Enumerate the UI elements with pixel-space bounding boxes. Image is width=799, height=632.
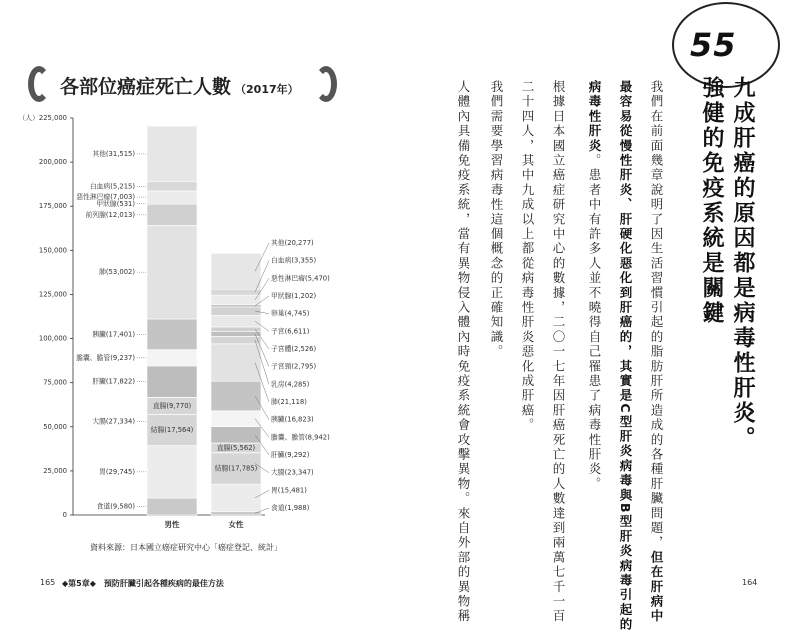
bar-segment [147,191,197,203]
body-text-column [518,80,536,433]
segment-label: 卵巢(4,745) [271,309,310,318]
bar-segment [211,295,261,305]
segment-label: 大腸(27,334) [92,417,135,426]
bar-segment [211,253,261,289]
segment-label: 肺(21,118) [271,398,307,406]
segment-label: 膽囊、膽管(9,237) [76,353,135,362]
chart-title-text: 各部位癌症死亡人數 [60,76,232,98]
segment-label: 前列腺(12,013) [85,210,135,219]
segment-label: 甲狀腺(1,202) [271,292,317,300]
sub-segment-label: 直腸(9,770) [152,402,192,411]
y-tick-label: 200,000 [38,158,67,167]
bar-segment [147,446,197,498]
y-tick-label: 25,000 [43,466,67,475]
chart-year: （2017年） [235,83,299,96]
body-text-column [585,80,603,492]
segment-label: 膽囊、膽管(8,942) [271,433,330,442]
emphasized-text: 但在肝病中 [649,550,664,624]
text-run: 根據日本國立癌症研究中心的數據，二〇一七年因肝癌死亡的人數達到兩萬七千一百 [551,80,566,624]
bar-segment [211,427,261,443]
bar-segment [211,381,261,411]
segment-label: 胃(29,745) [99,467,135,476]
bar-segment [211,411,261,427]
segment-label: 肺(53,002) [99,268,135,277]
text-run: 。患者中有許多人並不曉得自己罹患了病毒性肝炎。 [587,153,602,492]
body-text-column [549,80,567,624]
bar-segment [147,182,197,191]
bar-segment [211,511,261,515]
segment-label: 食道(1,988) [271,504,310,512]
source-note: 資料來源：日本國立癌症研究中心「癌症登記、統計」 [90,543,282,552]
body-text-column [487,80,505,359]
section-heading-line-2: 強健的免疫系統是關鍵 [699,76,724,326]
text-run: 我們需要學習病毒性這個概念的正確知識。 [489,80,504,360]
segment-label: 胃(15,481) [271,486,307,495]
segment-label: 子宮體(2,526) [271,345,317,353]
chapter-running-head: ◆第5章◆ 預防肝臟引起各種疾病的最佳方法 [62,579,224,588]
text-run: 我們在前面幾章說明了因生活習慣引起的脂肪肝所造成的各種肝臟問題， [649,80,664,551]
emphasized-text: 病毒性肝炎 [587,80,602,154]
section-number: 55 [690,26,737,64]
y-tick-label: 125,000 [38,290,67,299]
bar-segment [147,498,197,515]
sub-segment-label: 結腸(17,564) [150,426,194,435]
body-text-column [647,80,665,624]
emphasized-text: 最容易從慢性肝炎、肝硬化惡化到肝癌的，其實是C型肝炎病毒與B型肝炎病毒引起的 [618,80,633,632]
bar-segment [147,350,197,366]
chapter-title: 預防肝臟引起各種疾病的最佳方法 [103,579,224,588]
bar-segment [211,327,261,331]
section-heading-line-1: 九成肝癌的原因都是病毒性肝炎。 [730,76,755,451]
x-category-label: 女性 [228,520,244,529]
segment-label: 白血病(3,355) [271,256,317,265]
body-text-column [454,80,472,624]
segment-label: 白血病(5,215) [89,182,135,191]
page-number-right: 164 [742,578,758,587]
page-number-left: 165 [40,578,56,587]
body-text-column [616,80,634,632]
y-tick-label: 175,000 [38,202,67,211]
segment-label: 子宮頸(2,795) [271,362,317,371]
segment-label: 食道(9,580) [96,502,135,511]
text-run: 人體內具備免疫系統，當有異物侵入體內時免疫系統會攻擊異物。來自外部的異物稱 [456,80,471,624]
y-tick-label: 150,000 [38,246,67,255]
sub-segment-label: 結腸(17,785) [214,464,258,473]
bar-segment [211,344,261,381]
bar-segment [147,126,197,182]
bar-segment [211,484,261,511]
segment-label: 胰臟(17,401) [92,330,135,339]
y-tick-label: （人）225,000 [18,114,67,122]
text-run: 二十四人，其中九成以上都從病毒性肝炎惡化成肝癌。 [520,80,535,433]
bar-segment [147,319,197,350]
bar-segment [211,305,261,307]
segment-label: 惡性淋巴瘤(5,470) [271,274,330,283]
segment-label: 甲狀腺(531) [96,199,135,208]
chapter-label: 第5章 [68,579,90,588]
bar-segment [211,315,261,327]
y-tick-label: 75,000 [43,378,67,387]
x-category-label: 男性 [164,520,180,529]
bar-segment [211,289,261,295]
bar-segment [147,366,197,397]
sub-segment-label: 直腸(5,562) [216,443,256,452]
segment-label: 乳房(4,285) [271,380,310,389]
bar-segment [211,331,261,336]
bar-segment [147,204,197,225]
segment-label: 其他(20,277) [271,239,314,247]
segment-label: 大腸(23,347) [271,468,314,477]
y-tick-label: 100,000 [38,334,67,343]
segment-label: 子宮(6,611) [271,327,310,336]
bar-segment [211,307,261,315]
segment-label: 肝臟(17,822) [92,377,135,386]
segment-label: 肝臟(9,292) [271,451,310,459]
segment-label: 其他(31,515) [92,149,135,158]
bar-segment [147,225,197,319]
y-tick-label: 50,000 [43,422,67,431]
y-tick-label: 0 [62,511,67,519]
segment-label: 惡性淋巴瘤(7,003) [76,193,135,202]
segment-label: 胰臟(16,823) [271,415,314,424]
bar-segment [211,336,261,344]
